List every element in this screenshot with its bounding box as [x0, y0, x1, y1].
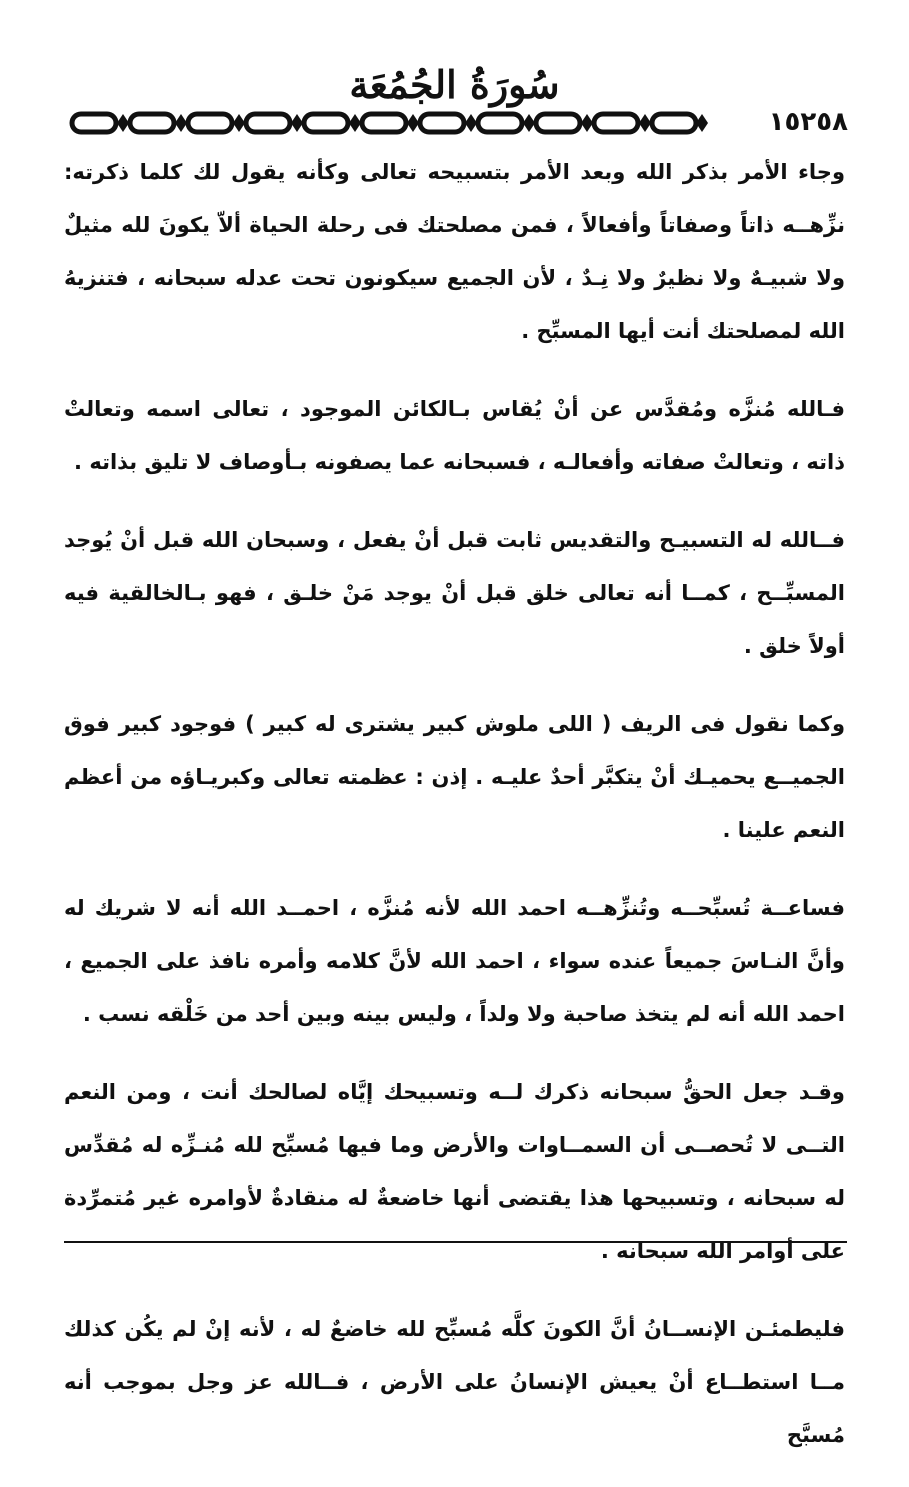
paragraph: فليطمئـن الإنســانُ أنَّ الكونَ كلَّه مُسبِّح لله خاضعٌ له ، لأنه إنْ لم يكُن كذلك مــا استطــاع أنْ يعيش الإنسانُ على الأرض ، فــالله عز وجل بموجب أنه مُسبَّح	[64, 1317, 845, 1447]
paragraph: فــالله له التسبيـح والتقديس ثابت قبل أنْ يفعل ، وسبحان الله قبل أنْ يُوجد المسبِّــح ، كمــا أنه تعالى خلق قبل أنْ يوجد مَنْ خلـق ، فهو بـالخالقية فيه أولاً خلق .	[64, 528, 845, 658]
ornamental-border	[68, 108, 708, 138]
page-number: ١٥٢٥٨	[768, 107, 848, 137]
paragraph: فـالله مُنزَّه ومُقدَّس عن أنْ يُقاس بـالكائن الموجود ، تعالى اسمه وتعالتْ ذاته ، وتعالتْ صفاته وأفعالـه ، فسبحانه عما يصفونه بـأوصاف لا تليق بذاته .	[64, 397, 845, 474]
footer-rule	[64, 1241, 847, 1243]
paragraph: وكما نقول فى الريف ( اللى ملوش كبير يشترى له كبير ) فوجود كبير فوق الجميــع يحميـك أنْ يتكبَّر أحدٌ عليـه . إذن : عظمته تعالى وكبريـاؤه من أعظم النعم علينا .	[64, 712, 845, 842]
body-text	[64, 146, 845, 1487]
paragraph: وقـد جعل الحقُّ سبحانه ذكرك لــه وتسبيحك إيَّاه لصالحك أنت ، ومن النعم التــى لا تُحصــى أن السمــاوات والأرض وما فيها مُسبِّح لله مُنـزِّه له مُقدِّس له سبحانه ، وتسبيحها هذا يقتضى أنها خاضعةٌ له منقادةٌ لأوامره غير مُتمرِّدة على أوامر الله سبحانه .	[64, 1080, 845, 1263]
paragraph: فساعــة تُسبِّحــه وتُنزِّهــه احمد الله لأنه مُنزَّه ، احمــد الله أنه لا شريك له وأنَّ النـاسَ جميعاً عنده سواء ، احمد الله لأنَّ كلامه وأمره نافذ على الجميع ، احمد الله أنه لم يتخذ صاحبة ولا ولداً ، وليس بينه وبين أحد من خَلْقه نسب .	[64, 896, 845, 1026]
header-band	[68, 108, 848, 138]
surah-title: سُورَةُ الجُمُعَة	[349, 62, 560, 107]
paragraph: وجاء الأمر بذكر الله وبعد الأمر بتسبيحه تعالى وكأنه يقول لك كلما ذكرته: نزِّهــه ذاتاً وصفاتاً وأفعالاً ، فمن مصلحتك فى رحلة الحياة ألاّ يكونَ لله مثيلٌ ولا شبيـهٌ ولا نظيرٌ ولا نِـدٌ ، لأن الجميع سيكونون تحت عدله سبحانه ، فتنزيهُ الله لمصلحتك أنت أيها المسبِّح .	[64, 160, 845, 343]
